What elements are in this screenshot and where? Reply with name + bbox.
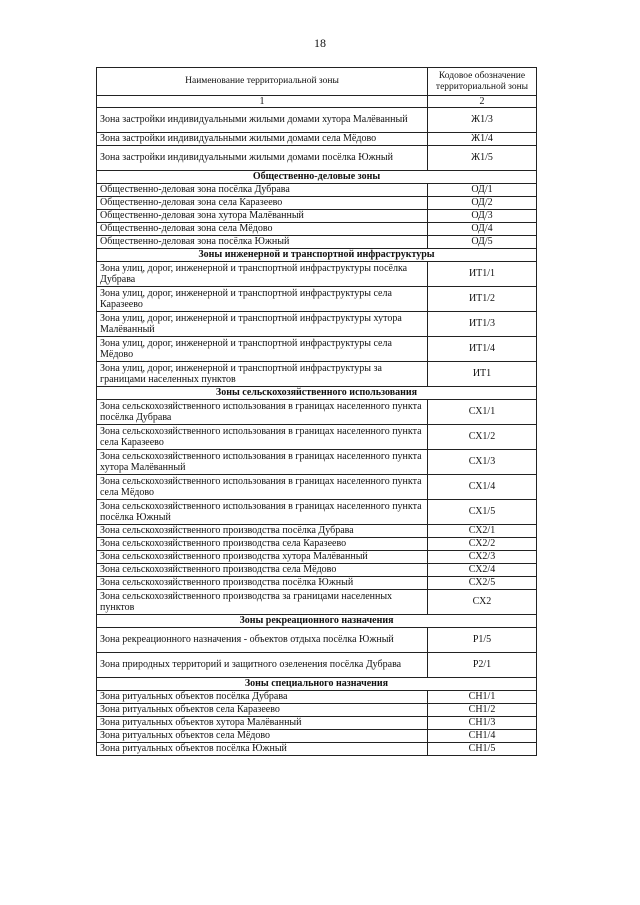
zone-name-cell: Общественно-деловая зона хутора Малёванный [97, 210, 428, 223]
zone-name-cell: Зона сельскохозяйственного производства хутора Малёванный [97, 551, 428, 564]
table-row [97, 337, 537, 362]
zone-name-cell: Зона сельскохозяйственного производства посёлка Южный [97, 577, 428, 590]
table-row [97, 743, 537, 756]
zone-code-cell: СХ1/1 [428, 400, 537, 425]
zone-code-cell: СН1/2 [428, 704, 537, 717]
table-row [97, 500, 537, 525]
column-number-1: 1 [97, 96, 428, 108]
zone-name-cell: Зона сельскохозяйственного использования в границах населенного пункта посёлка Южный [97, 500, 428, 525]
zone-name-cell: Общественно-деловая зона посёлка Южный [97, 236, 428, 249]
zone-name-cell: Зона сельскохозяйственного производства села Каразеево [97, 538, 428, 551]
table-row [97, 146, 537, 171]
zone-code-cell: Р2/1 [428, 653, 537, 678]
zone-code-cell: СХ2/5 [428, 577, 537, 590]
table-row [97, 653, 537, 678]
table-row [97, 730, 537, 743]
zone-code-cell: ИТ1 [428, 362, 537, 387]
zone-code-cell: ИТ1/3 [428, 312, 537, 337]
section-title: Общественно-деловые зоны [97, 171, 537, 184]
zone-name-cell: Зона рекреационного назначения - объектов отдыха посёлка Южный [97, 628, 428, 653]
section-title: Зоны сельскохозяйственного использования [97, 387, 537, 400]
section-title: Зоны рекреационного назначения [97, 615, 537, 628]
zone-name-cell: Зона сельскохозяйственного использования в границах населенного пункта села Мёдово [97, 475, 428, 500]
zone-name-cell: Зона застройки индивидуальными жилыми домами хутора Малёванный [97, 108, 428, 133]
zone-code-cell: СН1/5 [428, 743, 537, 756]
zone-name-cell: Зона сельскохозяйственного использования в границах населенного пункта посёлка Дубрава [97, 400, 428, 425]
zone-code-cell: ОД/2 [428, 197, 537, 210]
section-header-row [97, 171, 537, 184]
table-row [97, 628, 537, 653]
zone-code-cell: СН1/3 [428, 717, 537, 730]
zone-name-cell: Зона ритуальных объектов села Мёдово [97, 730, 428, 743]
zone-name-cell: Зона застройки индивидуальными жилыми домами села Мёдово [97, 133, 428, 146]
territorial-zones-table [96, 67, 537, 756]
zone-code-cell: СХ2 [428, 590, 537, 615]
table-row [97, 590, 537, 615]
table-header-row [97, 68, 537, 96]
zone-name-cell: Зона сельскохозяйственного производства села Мёдово [97, 564, 428, 577]
table-row [97, 525, 537, 538]
section-header-row [97, 249, 537, 262]
table-row [97, 312, 537, 337]
header-zone-name: Наименование территориальной зоны [97, 68, 428, 96]
zone-code-cell: СХ2/4 [428, 564, 537, 577]
column-number-2: 2 [428, 96, 537, 108]
table-row [97, 133, 537, 146]
zone-code-cell: СХ1/2 [428, 425, 537, 450]
table-row [97, 450, 537, 475]
table-row [97, 236, 537, 249]
table-row [97, 425, 537, 450]
zone-code-cell: СН1/1 [428, 691, 537, 704]
zone-code-cell: СХ1/4 [428, 475, 537, 500]
zone-code-cell: ИТ1/2 [428, 287, 537, 312]
zone-name-cell: Зона ритуальных объектов хутора Малёванный [97, 717, 428, 730]
zone-name-cell: Зона сельскохозяйственного производства посёлка Дубрава [97, 525, 428, 538]
zone-code-cell: СХ2/1 [428, 525, 537, 538]
zone-name-cell: Зона ритуальных объектов села Каразеево [97, 704, 428, 717]
table-row [97, 475, 537, 500]
zone-name-cell: Общественно-деловая зона села Мёдово [97, 223, 428, 236]
section-header-row [97, 678, 537, 691]
zone-code-cell: Р1/5 [428, 628, 537, 653]
zone-name-cell: Зона застройки индивидуальными жилыми домами посёлка Южный [97, 146, 428, 171]
zone-code-cell: Ж1/3 [428, 108, 537, 133]
table-row [97, 287, 537, 312]
zone-code-cell: ОД/4 [428, 223, 537, 236]
zone-code-cell: Ж1/4 [428, 133, 537, 146]
table-row [97, 262, 537, 287]
table-row [97, 691, 537, 704]
zone-name-cell: Зона сельскохозяйственного производства за границами населенных пунктов [97, 590, 428, 615]
zone-name-cell: Зона природных территорий и защитного озеленения посёлка Дубрава [97, 653, 428, 678]
table-row [97, 362, 537, 387]
page-number: 18 [314, 36, 326, 50]
header-zone-code: Кодовое обозначение территориальной зоны [428, 68, 537, 96]
zone-name-cell: Зона улиц, дорог, инженерной и транспортной инфраструктуры за границами населенных пунктов [97, 362, 428, 387]
zone-code-cell: ОД/5 [428, 236, 537, 249]
zone-name-cell: Зона улиц, дорог, инженерной и транспортной инфраструктуры села Каразеево [97, 287, 428, 312]
zone-code-cell: ИТ1/4 [428, 337, 537, 362]
zone-code-cell: СХ1/5 [428, 500, 537, 525]
zone-code-cell: СХ1/3 [428, 450, 537, 475]
section-title: Зоны специального назначения [97, 678, 537, 691]
zone-name-cell: Зона ритуальных объектов посёлка Южный [97, 743, 428, 756]
table-row [97, 538, 537, 551]
section-title: Зоны инженерной и транспортной инфраструктуры [97, 249, 537, 262]
table-row [97, 210, 537, 223]
zone-code-cell: ОД/3 [428, 210, 537, 223]
table-body [97, 108, 537, 756]
zone-name-cell: Общественно-деловая зона посёлка Дубрава [97, 184, 428, 197]
zone-code-cell: Ж1/5 [428, 146, 537, 171]
table-row [97, 400, 537, 425]
zone-code-cell: СХ2/2 [428, 538, 537, 551]
zone-code-cell: СХ2/3 [428, 551, 537, 564]
table-row [97, 551, 537, 564]
table-row [97, 564, 537, 577]
section-header-row [97, 387, 537, 400]
table-row [97, 577, 537, 590]
table-row [97, 184, 537, 197]
zone-name-cell: Зона улиц, дорог, инженерной и транспортной инфраструктуры села Мёдово [97, 337, 428, 362]
zone-code-cell: ИТ1/1 [428, 262, 537, 287]
table-row [97, 717, 537, 730]
zone-code-cell: ОД/1 [428, 184, 537, 197]
zone-name-cell: Зона ритуальных объектов посёлка Дубрава [97, 691, 428, 704]
table-row [97, 704, 537, 717]
zone-name-cell: Общественно-деловая зона села Каразеево [97, 197, 428, 210]
table-row [97, 108, 537, 133]
table-row [97, 197, 537, 210]
zone-name-cell: Зона улиц, дорог, инженерной и транспортной инфраструктуры посёлка Дубрава [97, 262, 428, 287]
zone-name-cell: Зона сельскохозяйственного использования в границах населенного пункта села Каразеево [97, 425, 428, 450]
zone-name-cell: Зона улиц, дорог, инженерной и транспортной инфраструктуры хутора Малёванный [97, 312, 428, 337]
zone-name-cell: Зона сельскохозяйственного использования в границах населенного пункта хутора Малёванный [97, 450, 428, 475]
table-row [97, 223, 537, 236]
section-header-row [97, 615, 537, 628]
column-number-row [97, 96, 537, 108]
zone-code-cell: СН1/4 [428, 730, 537, 743]
